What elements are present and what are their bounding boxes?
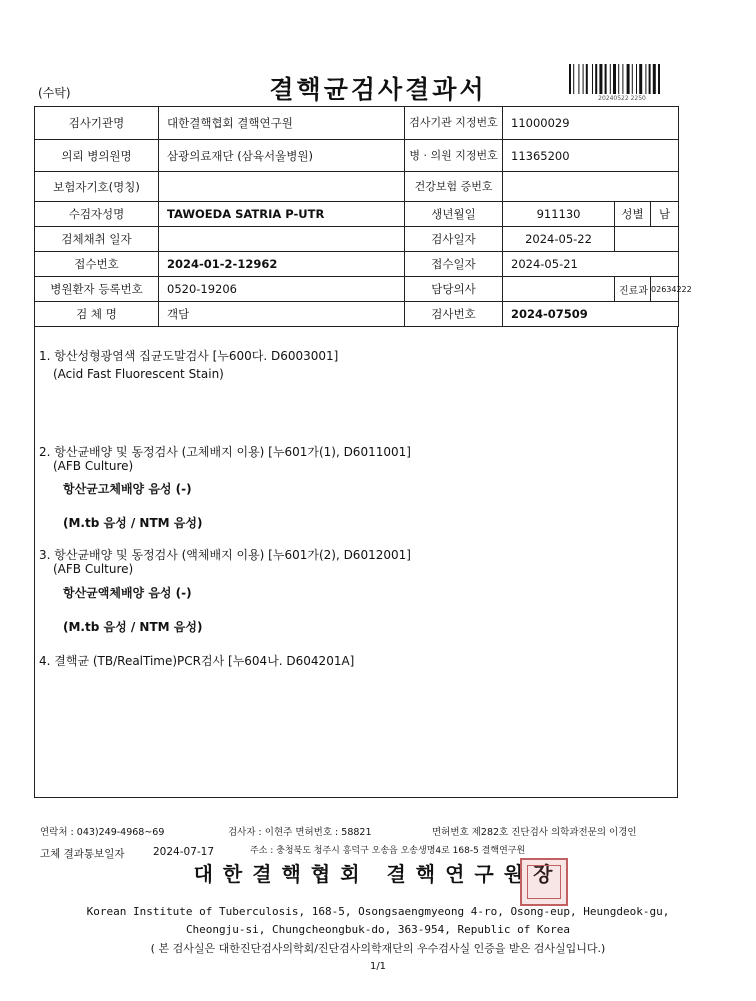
page-title: 결핵균검사결과서 — [269, 75, 487, 104]
test-no-label: 검사번호 — [405, 302, 503, 327]
specimen-value: 객담 — [159, 302, 405, 327]
org-address-en-line2: Cheongju-si, Chungcheongbuk-do, 363-954, Republic of Korea — [185, 923, 571, 936]
receipt-date-label: 접수일자 — [405, 252, 503, 277]
birth-value: 911130 — [503, 202, 615, 227]
item2-en: (AFB Culture) — [53, 459, 134, 473]
patient-info-table — [34, 106, 692, 327]
doctor-value — [503, 277, 615, 302]
item2-sub: (M.tb 음성 / NTM 음성) — [63, 516, 203, 530]
collect-date-label: 검체채취 일자 — [35, 227, 159, 252]
hospital-value: 삼광의료재단 (삼육서울병원) — [159, 140, 405, 172]
test-date-label: 검사일자 — [405, 227, 503, 252]
item4-title: 4. 결핵균 (TB/RealTime)PCR검사 [누604나. D604201A] — [39, 654, 355, 668]
item3-title: 3. 항산균배양 및 동정검사 (액체배지 이용) [누601가(2), D6012001] — [39, 548, 411, 562]
doctor-label: 담당의사 — [405, 277, 503, 302]
dept-value: 02634222 — [651, 277, 679, 302]
agency-code-label: 검사기관 지정번호 — [405, 107, 503, 140]
insurance-label: 보험자기호(명칭) — [35, 172, 159, 202]
item3-en: (AFB Culture) — [53, 562, 134, 576]
page-number: 1/1 — [369, 961, 387, 972]
barcode-icon — [568, 64, 676, 94]
agency-value: 대한결핵협회 결핵연구원 — [159, 107, 405, 140]
patient-reg-value: 0520-19206 — [159, 277, 405, 302]
barcode-number: 20240522 2250 — [598, 95, 646, 102]
sex-label: 성별 — [615, 202, 651, 227]
official-seal-icon — [520, 858, 568, 906]
item3-sub: (M.tb 음성 / NTM 음성) — [63, 620, 203, 634]
sex-value: 남 — [651, 202, 679, 227]
notice-label: 고체 결과통보일자 — [40, 848, 125, 860]
address-kr: 주소 : 충청북도 청주시 흥덕구 오송읍 오송생명4로 168-5 결핵연구원 — [250, 846, 526, 856]
health-cert-label: 건강보험 증번호 — [405, 172, 503, 202]
item3-result: 항산균액체배양 음성 (-) — [63, 586, 192, 600]
health-cert-value — [503, 172, 679, 202]
item1-title: 1. 항산성형광염색 집균도말검사 [누600다. D6003001] — [39, 349, 339, 363]
test-date-blank — [615, 227, 679, 252]
results-box — [34, 326, 678, 798]
patient-reg-label: 병원환자 등록번호 — [35, 277, 159, 302]
test-date-value: 2024-05-22 — [503, 227, 615, 252]
item2-result: 항산균고체배양 음성 (-) — [63, 482, 192, 496]
collect-date-value — [159, 227, 405, 252]
specialist: 면허번호 제282호 진단검사 의학과전문의 이경인 — [432, 827, 637, 838]
item2-title: 2. 항산균배양 및 동정검사 (고체배지 이용) [누601가(1), D6011001] — [39, 445, 411, 459]
dept-label: 진료과 — [615, 277, 651, 302]
org-address-en-line1: Korean Institute of Tuberculosis, 168-5, Osongsaengmyeong 4-ro, Osong-eup, Heungdeok-gu, — [86, 905, 670, 918]
test-no-value: 2024-07509 — [503, 302, 679, 327]
receipt-no-label: 접수번호 — [35, 252, 159, 277]
item1-en: (Acid Fast Fluorescent Stain) — [53, 367, 224, 381]
receipt-date-value: 2024-05-21 — [503, 252, 679, 277]
contact: 연락처 : 043)249-4968~69 — [40, 827, 165, 838]
name-value: TAWOEDA SATRIA P-UTR — [159, 202, 405, 227]
agency-label: 검사기관명 — [35, 107, 159, 140]
org-name-kr: 대한결핵협회 결핵연구원장 — [193, 862, 563, 886]
notice-date: 2024-07-17 — [153, 846, 215, 858]
insurance-value — [159, 172, 405, 202]
hospital-code-value: 11365200 — [503, 140, 679, 172]
certification-note: ( 본 검사실은 대한진단검사의학회/진단검사의학재단의 우수검사실 인증을 받은 검사실입니다.) — [150, 942, 606, 955]
hospital-label: 의뢰 병의원명 — [35, 140, 159, 172]
inspector: 검사자 : 이현주 면허번호 : 58821 — [228, 827, 372, 838]
specimen-label: 검 체 명 — [35, 302, 159, 327]
receipt-no-value: 2024-01-2-12962 — [159, 252, 405, 277]
hospital-code-label: 병 · 의원 지정번호 — [405, 140, 503, 172]
birth-label: 생년월일 — [405, 202, 503, 227]
name-label: 수검자성명 — [35, 202, 159, 227]
suttak-label: (수탁) — [38, 86, 71, 100]
agency-code-value: 11000029 — [503, 107, 679, 140]
